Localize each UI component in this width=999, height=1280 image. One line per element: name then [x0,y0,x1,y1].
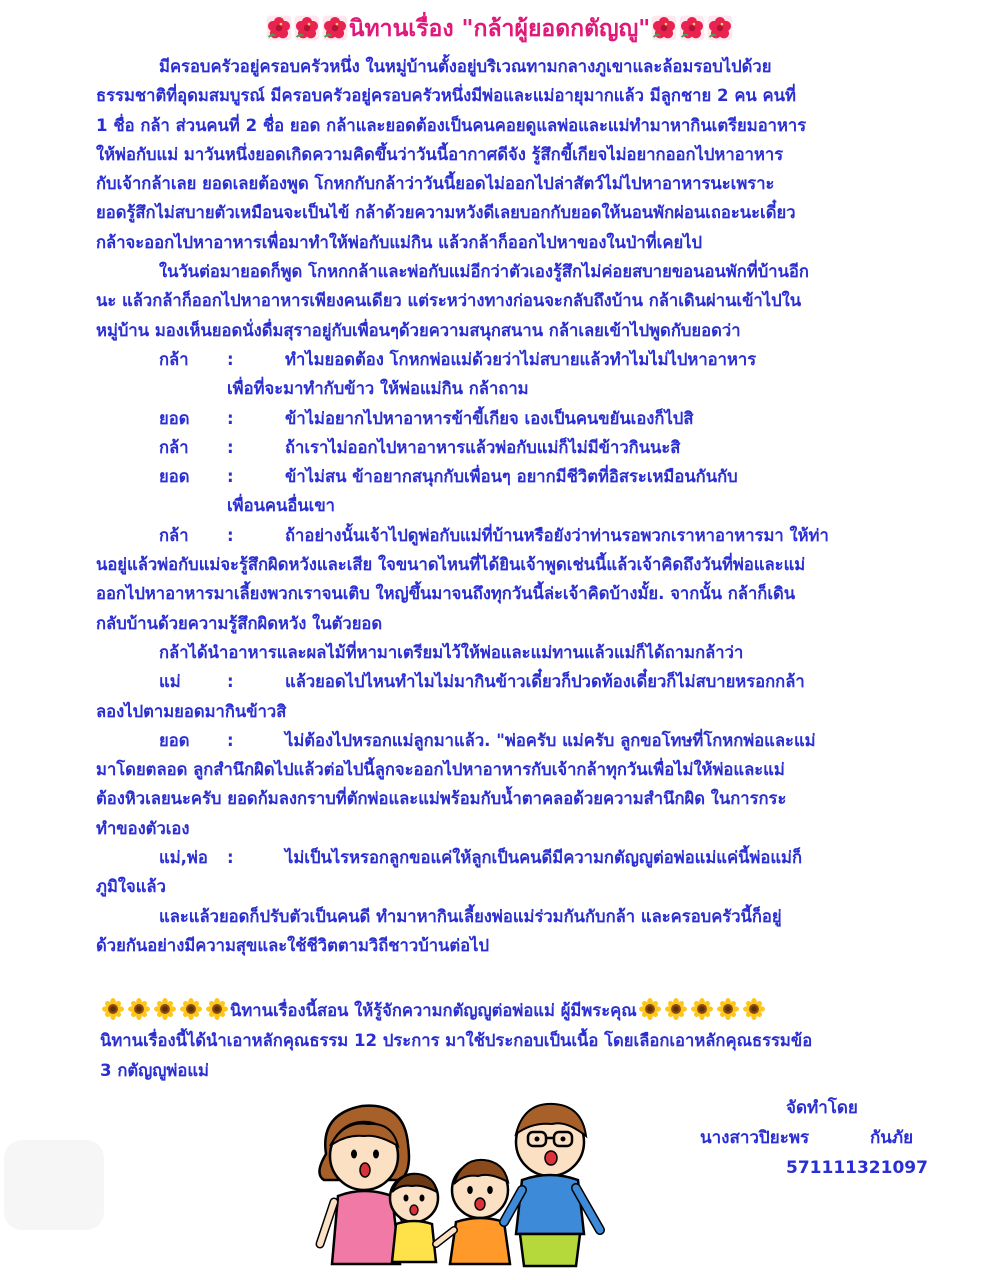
dialogue-text: ข้าไม่สน ข้าอยากสนุกกับเพื่อนๆ อยากมีชีวิตที่อิสระเหมือนกันกับ [285,467,738,487]
sunflower-icon [717,998,739,1020]
family-illustration [304,1094,620,1272]
dialogue-text: ข้าไม่อยากไปหาอาหารข้าขี้เกียจ เองเป็นคนขยันเองก็ไปสิ [285,408,694,428]
story-title [0,12,999,46]
sunflower-icon [691,998,713,1020]
dialogue-continuation: ภูมิใจแล้ว [96,877,166,897]
author-first-name: นางสาวปิยะพร [700,1128,810,1148]
child-figure [436,1160,510,1264]
dialogue-continuation: นอยู่แล้วพ่อกับแม่จะรู้สึกผิดหวังและเสีย ใจขนาดไหนที่ได้ยินเจ้าพูดเช่นนี้แล้วเจ้าคิดถึงวันที่พ่อและแม่ [96,555,806,575]
speaker-label: กล้า [159,525,189,545]
colon: : [227,672,234,692]
paragraph-line: กับเจ้ากล้าเลย ยอดเลยต้องพูด โกหกกับกล้าว่าวันนี้ยอดไม่ออกไปล่าสัตว์ไม่ไปหาอาหารนะเพราะ [96,174,775,194]
hibiscus-flower-icon [651,15,677,41]
dialogue-text: แล้วยอดไปไหนทำไมไม่มากินข้าวเดี๋ยวก็ปวดท้องเดี๋ยวก็ไม่สบายหรอกกล้า [285,672,805,692]
colon: : [227,467,234,487]
sunflower-icon [180,998,202,1020]
faded-overlay-box [4,1140,104,1230]
story-body [96,52,956,960]
author-name [700,1123,950,1153]
author-last-name: กันภัย [870,1128,914,1148]
dialogue-line [96,521,956,550]
speaker-label: กล้า [159,349,189,369]
dialogue-continuation: ต้องหิวเลยนะครับ ยอดก้มลงกราบที่ตักพ่อและแม่พร้อมกับน้ำตาคลอด้วยความสำนึกผิด ในการกระ [96,789,787,809]
hibiscus-flower-icon [266,15,292,41]
author-credit [700,1093,950,1183]
father-figure [504,1104,600,1266]
moral-section [100,996,950,1086]
title-text: นิทานเรื่อง "กล้าผู้ยอดกตัญญู" [348,16,651,42]
virtue-note: นิทานเรื่องนี้ได้นำเอาหลักคุณธรรม 12 ประการ มาใช้ประกอบเป็นเนื้อ โดยเลือกเอาหลักคุณธรรมข้อ [100,1031,813,1050]
hibiscus-flower-icon [322,15,348,41]
sunflower-icon [665,998,687,1020]
paragraph-line: และแล้วยอดก็ปรับตัวเป็นคนดี ทำมาหากินเลี้ยงพ่อแม่ร่วมกันกับกล้า และครอบครัวนี้ก็อยู่ [159,906,782,926]
dialogue-line [96,345,956,374]
paragraph-line: มีครอบครัวอยู่ครอบครัวหนึ่ง ในหมู่บ้านตั้งอยู่บริเวณทามกลางภูเขาและล้อมรอบไปด้วย [159,57,772,76]
paragraph-line: 1 ชื่อ กล้า ส่วนคนที่ 2 ชื่อ ยอด กล้าและยอดต้องเป็นคนคอยดูแลพ่อและแม่ทำมาหากินเตรียมอาหาร [96,115,807,135]
dialogue-line [96,433,956,462]
paragraph-line: ให้พ่อกับแม่ มาวันหนึ่งยอดเกิดความคิดขึ้นว่าวันนี้อากาศดีจัง รู้สึกขี้เกียจไม่อยากออกไปหาอาหาร [96,144,784,164]
dialogue-line [96,726,956,755]
paragraph-line: นะ แล้วกล้าก็ออกไปหาอาหารเพียงคนเดียว แต่ระหว่างทางก่อนจะกลับถึงบ้าน กล้าเดินผ่านเข้าไปใน [96,291,802,311]
dialogue-text: ไม่ต้องไปหรอกแม่ลูกมาแล้ว. "พ่อครับ แม่ครับ ลูกขอโทษที่โกหกพ่อและแม่ [285,730,816,750]
dialogue-continuation: กลับบ้านด้วยความรู้สึกผิดหวัง ในตัวยอด [96,613,383,633]
sunflower-icon [206,998,228,1020]
moral-line [100,996,950,1026]
made-by-label: จัดทำโดย [786,1098,858,1118]
dialogue-continuation: ออกไปหาอาหารมาเลี้ยงพวกเราจนเติบ ใหญ่ขึ้นมาจนถึงทุกวันนี้ล่ะเจ้าคิดบ้างมั้ย. จากนั้น กล้าก็เดิน [96,584,796,604]
moral-text: นิทานเรื่องนี้สอน ให้รู้จักความกตัญญูต่อพ่อแม่ ผู้มีพระคุณ [230,1001,637,1020]
colon: : [227,349,234,369]
speaker-label: แม่ [159,672,181,692]
sunflower-icon [154,998,176,1020]
child-figure [390,1174,438,1262]
speaker-label: ยอด [159,730,190,750]
speaker-label: แม่,พ่อ [159,848,208,868]
colon: : [227,437,234,457]
sunflower-icon [102,998,124,1020]
colon: : [227,848,234,868]
dialogue-continuation: เพื่อที่จะมาทำกับข้าว ให้พ่อแม่กิน กล้าถาม [227,379,529,399]
dialogue-text: ทำไมยอดต้อง โกหกพ่อแม่ด้วยว่าไม่สบายแล้วทำไมไม่ไปหาอาหาร [285,349,757,369]
paragraph-line: ด้วยกันอย่างมีความสุขและใช้ชีวิตตามวิถีชาวบ้านต่อไป [96,935,490,955]
virtue-note: 3 กตัญญูพ่อแม่ [100,1061,209,1080]
colon: : [227,730,234,750]
paragraph-line: หมู่บ้าน มองเห็นยอดนั่งดื่มสุราอยู่กับเพื่อนๆด้วยความสนุกสนาน กล้าเลยเข้าไปพูดกับยอดว่า [96,320,741,340]
colon: : [227,408,234,428]
dialogue-text: ถ้าเราไม่ออกไปหาอาหารแล้วพ่อกับแม่ก็ไม่มีข้าวกินนะสิ [285,437,681,457]
dialogue-line [96,667,956,696]
sunflower-icon [639,998,661,1020]
dialogue-line [96,462,956,491]
dialogue-continuation: ทำของตัวเอง [96,818,190,838]
paragraph-line: ธรรมชาติที่อุดมสมบูรณ์ มีครอบครัวอยู่ครอบครัวหนึ่งมีพ่อและแม่อายุมากแล้ว มีลูกชาย 2 คน คนที่ [96,86,796,106]
paragraph-line: กล้าจะออกไปหาอาหารเพื่อมาทำให้พ่อกับแม่กิน แล้วกล้าก็ออกไปหาของในป่าที่เคยไป [96,232,703,252]
speaker-label: ยอด [159,408,190,428]
paragraph-line: กล้าได้นำอาหารและผลไม้ที่หามาเตรียมไว้ให้พ่อและแม่ทานแล้วแม่ก็ได้ถามกล้าว่า [159,642,744,662]
dialogue-text: ถ้าอย่างนั้นเจ้าไปดูพ่อกับแม่ที่บ้านหรือยังว่าท่านรอพวกเราหาอาหารมา ให้ท่า [285,525,829,545]
hibiscus-flower-icon [294,15,320,41]
dialogue-continuation: เพื่อนคนอื่นเขา [227,496,336,516]
sunflower-icon [743,998,765,1020]
dialogue-line [96,843,956,872]
paragraph-line: ยอดรู้สึกไม่สบายตัวเหมือนจะเป็นไข้ กล้าด้วยความหวังดีเลยบอกกับยอดให้นอนพักผ่อนเถอะนะเดี๋ยว [96,203,796,223]
dialogue-line [96,404,956,433]
dialogue-text: ไม่เป็นไรหรอกลูกขอแค่ให้ลูกเป็นคนดีมีความกตัญญูต่อพ่อแม่แค่นี้พ่อแม่ก็ [285,848,803,868]
student-id: 571111321097 [786,1158,928,1178]
speaker-label: ยอด [159,467,190,487]
colon: : [227,525,234,545]
hibiscus-flower-icon [679,15,705,41]
dialogue-continuation: มาโดยตลอด ลูกสำนึกผิดไปแล้วต่อไปนี้ลูกจะออกไปหาอาหารกับเจ้ากล้าทุกวันเพื่อไม่ให้พ่อและแม่ [96,760,785,780]
paragraph-line: ในวันต่อมายอดก็พูด โกหกกล้าและพ่อกับแม่อีกว่าตัวเองรู้สึกไม่ค่อยสบายขอนอนพักที่บ้านอีก [159,262,809,282]
speaker-label: กล้า [159,437,189,457]
sunflower-icon [128,998,150,1020]
dialogue-continuation: ลองไปตามยอดมากินข้าวสิ [96,701,287,721]
hibiscus-flower-icon [707,15,733,41]
